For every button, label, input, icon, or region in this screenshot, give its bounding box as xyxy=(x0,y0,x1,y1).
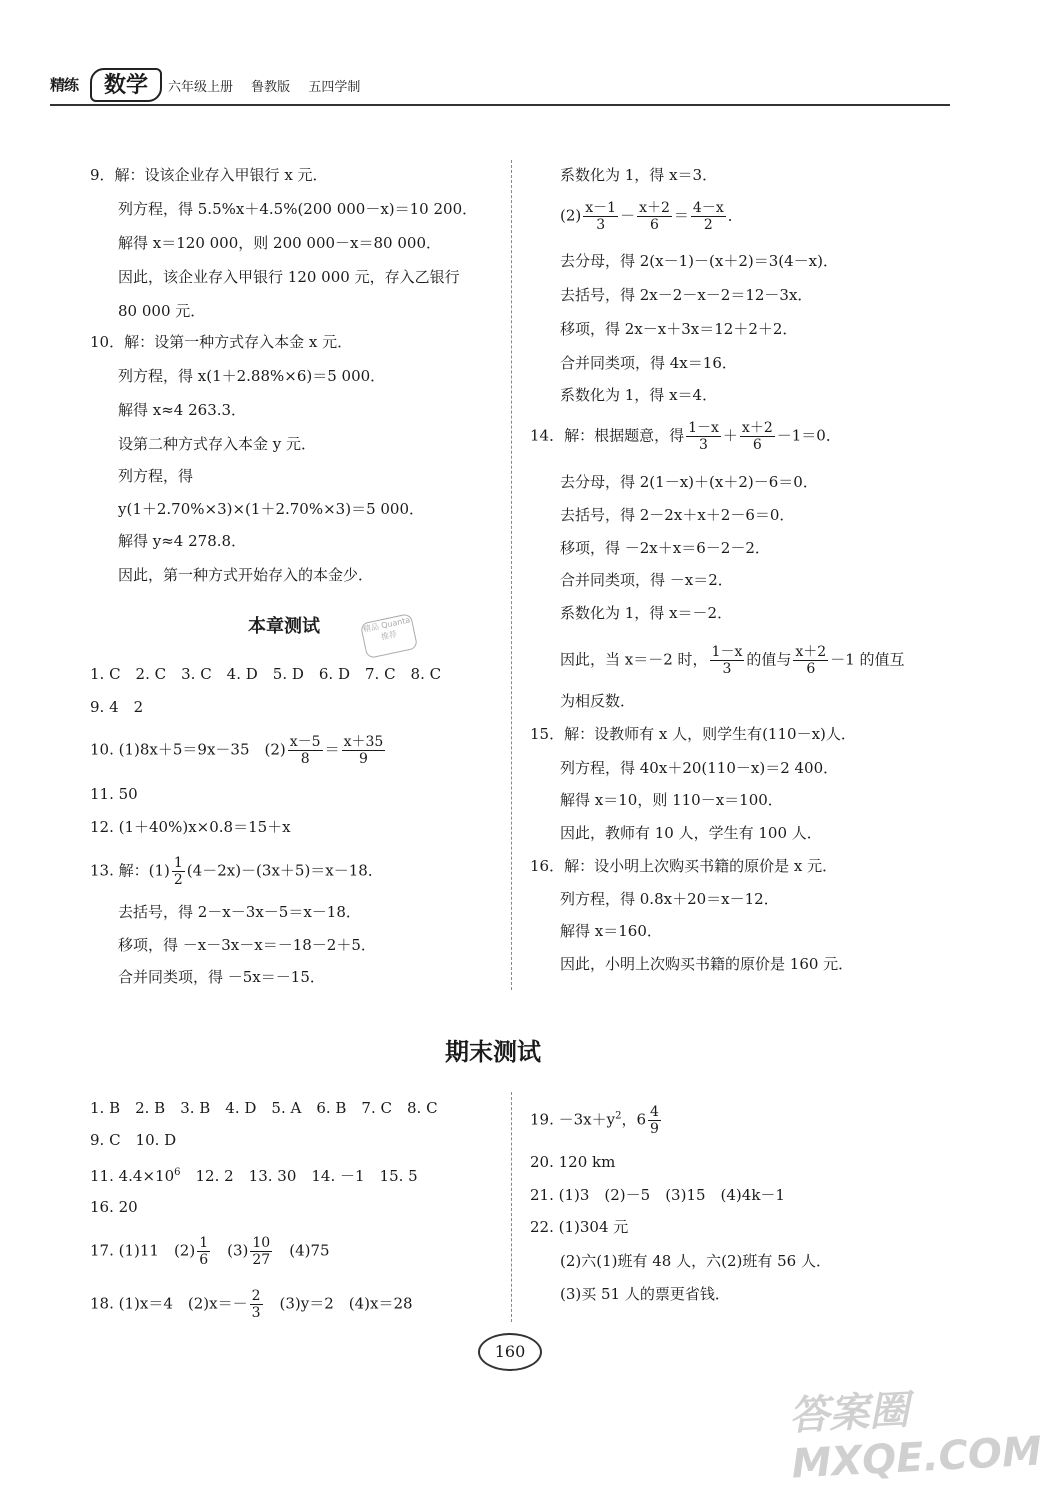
chapter-answers-1-8: 1. C 2. C 3. C 4. D 5. D 6. D 7. C 8. C xyxy=(90,665,442,683)
q10-line-4: 设第二种方式存入本金 y 元． xyxy=(118,435,317,453)
q13-line-2: 去括号，得 2－x－3x－5＝x－18． xyxy=(118,903,361,921)
subject-badge: 数学 xyxy=(90,68,162,102)
final-answer-21: 21. (1)3 (2)－5 (3)15 (4)4k－1 xyxy=(530,1186,785,1204)
q9-line-2: 列方程，得 5.5%x＋4.5%(200 000－x)＝10 200． xyxy=(118,200,478,218)
chapter-test-title: 本章测试 xyxy=(248,616,320,637)
chapter-answer-12: 12. (1＋40%)x×0.8＝15＋x xyxy=(90,818,291,836)
q13-line-4: 合并同类项，得 －5x＝－15． xyxy=(118,968,325,986)
final-answer-22-2: (2)六(1)班有 48 人，六(2)班有 56 人． xyxy=(560,1252,831,1270)
q14-line-6: 系数化为 1，得 x＝－2． xyxy=(560,604,733,622)
page-header xyxy=(50,68,950,108)
q13-part2-line-6: 系数化为 1，得 x＝4． xyxy=(560,386,718,404)
q15-line-4: 因此，教师有 10 人，学生有 100 人． xyxy=(560,824,822,842)
book-meta xyxy=(168,76,374,95)
header-rule xyxy=(50,104,950,106)
q9-line-1: 9．解：设该企业存入甲银行 x 元． xyxy=(90,166,328,184)
q13-part2: (2) $\frac{x-1}{3}$ － $\frac{x+2}{6}$ ＝ $\frac{4-x}{2}$ ． xyxy=(560,200,743,233)
q13-part2-line-2: 去分母，得 2(x－1)－(x＋2)＝3(4－x)． xyxy=(560,252,838,270)
grade-label: 六年级上册 xyxy=(168,80,234,95)
final-answer-19: 19. $-3x+y^2$，6 $\frac{4}{9}$ xyxy=(530,1104,659,1137)
column-divider-bottom xyxy=(511,1092,512,1322)
q14-line-5: 合并同类项，得 －x＝2． xyxy=(560,571,733,589)
q14-line-3: 去括号，得 2－2x＋x＋2－6＝0． xyxy=(560,506,795,524)
final-answers-11-15: 11. $4.4\times 10^6$ 12. 2 13. 30 14. －1 15. 5 xyxy=(90,1167,418,1185)
final-answer-22-3: (3)买 51 人的票更省钱． xyxy=(560,1285,730,1303)
q16-line-2: 列方程，得 0.8x＋20＝x－12． xyxy=(560,890,779,908)
chapter-answer-11: 11. 50 xyxy=(90,785,138,803)
q13-part2-line-4: 移项，得 2x－x＋3x＝12＋2＋2． xyxy=(560,320,798,338)
final-answers-1-8: 1. B 2. B 3. B 4. D 5. A 6. B 7. C 8. C xyxy=(90,1099,438,1117)
final-answer-18: 18. (1)x＝4 (2)x＝－ $\frac{2}{3}$ (3)y＝2 (4)x＝28 xyxy=(90,1288,413,1321)
chapter-answer-13: 13. 解：(1) $\frac{1}{2}$ (4－2x)－(3x＋5)＝x－18． xyxy=(90,855,383,888)
q9-line-4: 因此，该企业存入甲银行 120 000 元，存入乙银行 xyxy=(118,268,460,286)
q9-line-5: 80 000 元． xyxy=(118,302,206,320)
q15-line-1: 15．解：设教师有 x 人，则学生有(110－x)人． xyxy=(530,725,856,743)
q16-line-1: 16．解：设小明上次购买书籍的原价是 x 元． xyxy=(530,857,838,875)
q10-line-6: y(1＋2.70%×3)×(1＋2.70%×3)＝5 000． xyxy=(118,500,425,518)
chapter-answer-10: 10. (1)8x＋5＝9x－35 (2) $\frac{x-5}{8}$ ＝ $\frac{x+35}{9}$ xyxy=(90,734,384,767)
q9-line-3: 解得 x＝120 000，则 200 000－x＝80 000． xyxy=(118,234,441,252)
q10-line-7: 解得 y≈4 278.8． xyxy=(118,532,247,550)
q14-line-1: 14．解：根据题意，得 $\frac{1-x}{3}$ ＋ $\frac{x+2}{6}$ －1＝0． xyxy=(530,420,841,453)
page-number: 160 xyxy=(478,1333,542,1371)
q10-line-1: 10．解：设第一种方式存入本金 x 元． xyxy=(90,333,353,351)
q14-line-8: 为相反数． xyxy=(560,692,636,710)
q13-line-5: 系数化为 1，得 x＝3． xyxy=(560,166,718,184)
final-answer-22-1: 22. (1)304 元 xyxy=(530,1218,629,1236)
q15-line-2: 列方程，得 40x＋20(110－x)＝2 400． xyxy=(560,759,839,777)
final-answer-17: 17. (1)11 (2) $\frac{1}{6}$ (3) $\frac{10}{27}$ (4)75 xyxy=(90,1235,330,1268)
q16-line-4: 因此，小明上次购买书籍的原价是 160 元． xyxy=(560,955,854,973)
final-answer-16: 16. 20 xyxy=(90,1198,138,1216)
watermark-logo: 答案圈 MXQE.COM xyxy=(787,1387,1043,1487)
column-divider-top xyxy=(511,160,512,990)
q10-line-8: 因此，第一种方式开始存入的本金少． xyxy=(118,566,374,584)
final-answers-9-10: 9. C 10. D xyxy=(90,1131,177,1149)
system-label: 五四学制 xyxy=(308,80,361,95)
q10-line-3: 解得 x≈4 263.3． xyxy=(118,401,247,419)
q13-part2-line-3: 去括号，得 2x－2－x－2＝12－3x． xyxy=(560,286,813,304)
q14-line-4: 移项，得 －2x＋x＝6－2－2． xyxy=(560,539,770,557)
q14-line-7: 因此，当 x＝－2 时， $\frac{1-x}{3}$ 的值与 $\frac{x+2}{6}$ －1 的值互 xyxy=(560,644,905,677)
q10-line-2: 列方程，得 x(1＋2.88%×6)＝5 000． xyxy=(118,367,386,385)
q14-line-2: 去分母，得 2(1－x)＋(x＋2)－6＝0． xyxy=(560,473,818,491)
stamp-logo: 精品 Quanta 推荐 xyxy=(360,613,418,659)
q15-line-3: 解得 x＝10，则 110－x＝100． xyxy=(560,791,783,809)
final-test-title: 期末测试 xyxy=(445,1037,541,1066)
brand-logo: 精练 xyxy=(50,76,79,94)
chapter-answer-9: 9. 4 2 xyxy=(90,698,144,716)
q13-line-3: 移项，得 －x－3x－x＝－18－2＋5． xyxy=(118,936,376,954)
q10-line-5: 列方程，得 xyxy=(118,467,194,485)
edition-label: 鲁教版 xyxy=(251,80,291,95)
q13-part2-line-5: 合并同类项，得 4x＝16． xyxy=(560,354,737,372)
final-answer-20: 20. 120 km xyxy=(530,1153,616,1171)
q16-line-3: 解得 x＝160． xyxy=(560,922,662,940)
